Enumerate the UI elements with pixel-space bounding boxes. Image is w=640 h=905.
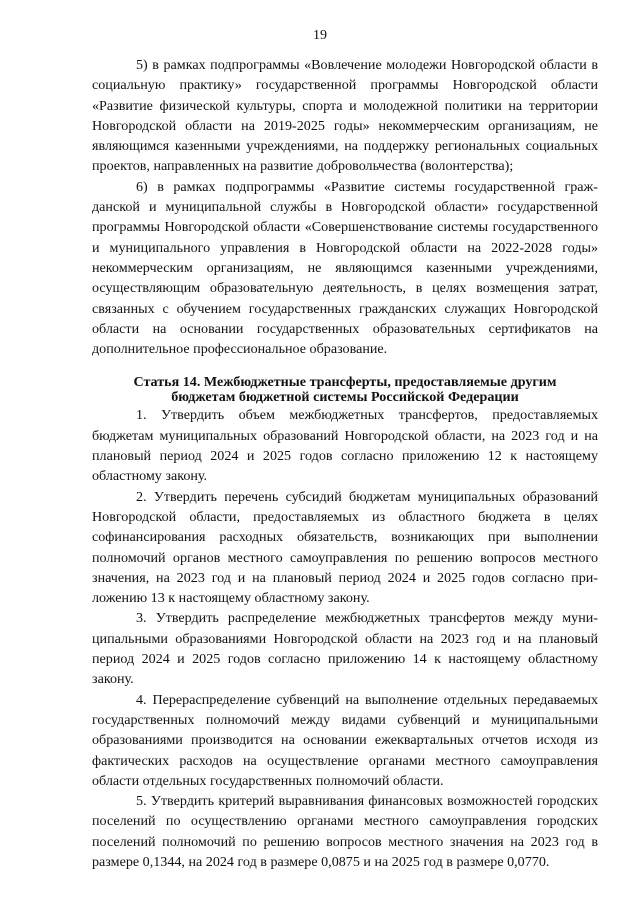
article-paragraph-4: 4. Перераспределение субвенций на выполнение отдельных передаваемых государственных полномочий между видами субвенций и муниципальными образованиями производится на основании ежеквартальных отчетов исходя из фактических расходов на осуществление органами местного самоуправления области отдельных государственных полномочий области. <box>92 691 598 789</box>
article-paragraph-5: 5. Утвердить критерий выравнивания финансовых возможностей городских поселений по осуществлению органами местного самоуправления городских поселений полномочий по решению вопросов местного значения на 2023 год в размере 0,1344, на 2024 год в размере 0,0875 и на 2025 год в размере 0,0770. <box>92 793 598 870</box>
paragraph-item-6: 6) в рамках подпрограммы «Развитие системы государственной гражданской и муниципальной службы в Новгородской области» государственной программы Новгородской области «Совершенствование системы государственного и муниципального управления в Новгородской области на 2022-2028 годы» некоммерческим организациям, не являющимся казенными учреждениями, осуществляющим образовательную деятельность, в целях возмещения затрат, связанных с обучением государственных гражданских служащих Новгородской области на основании государственных образовательных сертификатов на дополнительное профессиональное образование. <box>92 178 598 358</box>
article-heading-line1: Статья 14. Межбюджетные трансферты, предоставляемые другим <box>133 374 557 391</box>
article-paragraph-3: 3. Утвердить распределение межбюджетных трансфертов между муниципальными образованиями Новгородской области на 2023 год и на плановый период 2024 и 2025 годов согласно приложению 14 к настоящему областному закону. <box>92 610 598 688</box>
document-body <box>92 55 598 872</box>
article-heading <box>92 375 598 405</box>
article-heading-line2: бюджетам бюджетной системы Российской Федерации <box>171 389 519 406</box>
paragraph-item-5: 5) в рамках подпрограммы «Вовлечение молодежи Новгородской области в социальную практику» государственной программы Новгородской области «Развитие физической культуры, спорта и молодежной политики на территории Новгородской области на 2019-2025 годы» некоммерческим организациям, не являющимся казенными учреждениями, на поддержку региональных социальных проектов, направленных на развитие добровольчества (волонтерства); <box>92 57 598 175</box>
article-paragraph-2: 2. Утвердить перечень субсидий бюджетам муниципальных образований Новгородской области, предоставляемых из областного бюджета в целях софинансирования расходных обязательств, возникающих при выполнении полномочий органов местного самоуправления по решению вопросов местного значения, на 2023 год и на плановый период 2024 и 2025 годов согласно приложению 13 к настоящему областному закону. <box>92 488 598 607</box>
article-paragraph-1: 1. Утвердить объем межбюджетных трансфертов, предоставляемых бюджетам муниципальных образований Новгородской области, на 2023 год и на плановый период 2024 и 2025 годов согласно приложению 12 к настоящему областному закону. <box>92 407 598 485</box>
page-number: 19 <box>313 28 327 43</box>
